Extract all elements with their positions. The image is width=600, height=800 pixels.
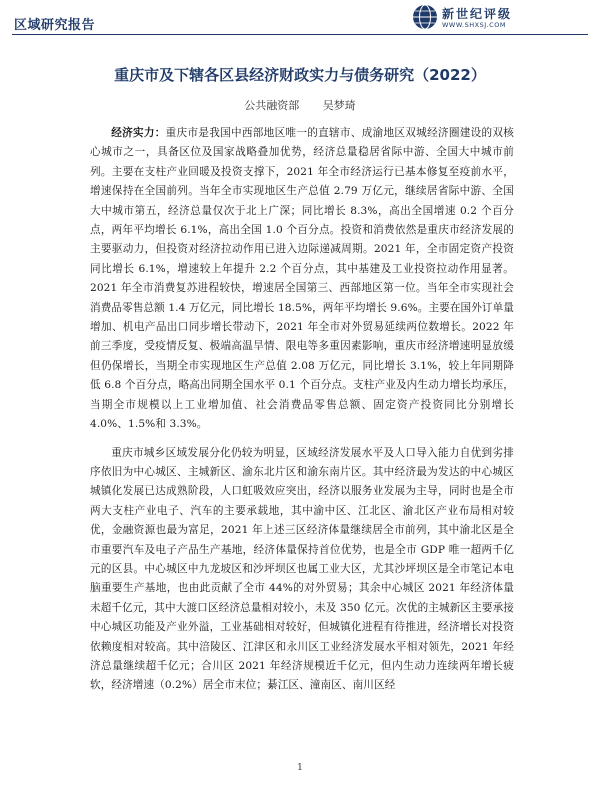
section-label: 区域研究报告 bbox=[14, 18, 96, 33]
paragraph-lead: 经济实力： bbox=[111, 127, 166, 139]
authors bbox=[0, 97, 600, 113]
author-department: 公共融资部 bbox=[244, 99, 300, 112]
report-title: 重庆市及下辖各区县经济财政实力与债务研究（2022） bbox=[114, 66, 486, 84]
logo-name: 新世纪评级 bbox=[442, 7, 513, 21]
page-number: 1 bbox=[297, 763, 303, 773]
header-divider bbox=[12, 34, 588, 35]
logo-url: WWW.SHXSJ.COM bbox=[442, 21, 506, 29]
report-body bbox=[90, 124, 514, 705]
logo bbox=[412, 4, 592, 32]
globe-logo-icon bbox=[412, 4, 438, 30]
paragraph-text: 重庆市城乡区域发展分化仍较为明显，区域经济发展水平及人口导入能力自优到劣排序依旧为中心城区、主城新区、渝东北片区和渝东南片区。其中经济最为发达的中心城区城镇化发展已达成熟阶段，人口虹吸效应突出，经济以服务业发展为主导，同时也是全市两大支柱产业电子、汽车的主要承载地，其中渝中区、江北区、渝北区产业布局相对较优，金融资源也最为富足，2021 年上述三区经济体量继续居全市前列，其中渝北区是全市重要汽车及电子产品生产基地，经济体量保持首位优势，也是全市 GDP 唯一超两千亿元的区县。中心城区中九龙坡区和沙坪坝区也属工业大区，尤其沙坪坝区是全市笔记本电脑重要生产基地，也由此贡献了全市 44%的对外贸易；其余中心城区 2021 年经济体量未超千亿元，其中大渡口区经济总量相对较小，未及 350 亿元。次优的主城新区主要承接中心城区功能及产业外溢，工业基础相对较好，但城镇化进程有待推进，经济增长对投资依赖度相对较高。其中涪陵区、江津区和永川区工业经济发展水平相对领先，2021 年经济总量继续超千亿元；合川区 2021 年经济规模近千亿元，但内生动力连续两年增长疲软，经济增速（0.2%）居全市末位；綦江区、潼南区、南川区经 bbox=[90, 446, 514, 692]
paragraph-economic-strength bbox=[90, 124, 514, 435]
paragraph-text: 重庆市是我国中西部地区唯一的直辖市、成渝地区双城经济圈建设的双核心城市之一，具备区位及国家战略叠加优势，经济总量稳居省际中游、全国大中城市前列。主要在支柱产业回暖及投资支撑下，2021 年全市经济运行已基本修复至疫前水平，增速保持在全国前列。当年全市实现地区生产总值 2.79 万亿元，继续居省际中游、全国大中城市第五，经济总量仅次于北上广深；同比增长 8.3%，高出全国增速 0.2 个百分点，两年平均增长 6.1%，高出全国 1.0 个百分点。投资和消费依然是重庆市经济发展的主要驱动力，但投资对经济拉动作用已进入边际递减周期。2021 年，全市固定资产投资同比增长 6.1%，增速较上年提升 2.2 个百分点，其中基建及工业投资拉动作用显著。2021 年全市消费复苏进程较快，增速居全国第三、西部地区第一位。当年全市实现社会消费品零售总额 1.4 万亿元，同比增长 18.5%，两年平均增长 9.6%。主要在国外订单量增加、机电产品出口同步增长带动下，2021 年全市对外贸易延续两位数增长。2022 年前三季度，受疫情反复、极端高温旱情、限电等多重因素影响，重庆市经济增速明显放缓但仍保增长，当期全市实现地区生产总值 2.08 万亿元，同比增长 3.1%，较上年同期降低 6.8 个百分点，略高出同期全国水平 0.1 个百分点。支柱产业及内生动力增长均承压，当期全市规模以上工业增加值、社会消费品零售总额、固定资产投资同比分别增长 4.0%、1.5%和 3.3%。 bbox=[90, 127, 515, 431]
page-header bbox=[0, 0, 600, 42]
author-name: 吴梦琦 bbox=[322, 99, 356, 112]
paragraph-regional-development bbox=[90, 444, 514, 696]
